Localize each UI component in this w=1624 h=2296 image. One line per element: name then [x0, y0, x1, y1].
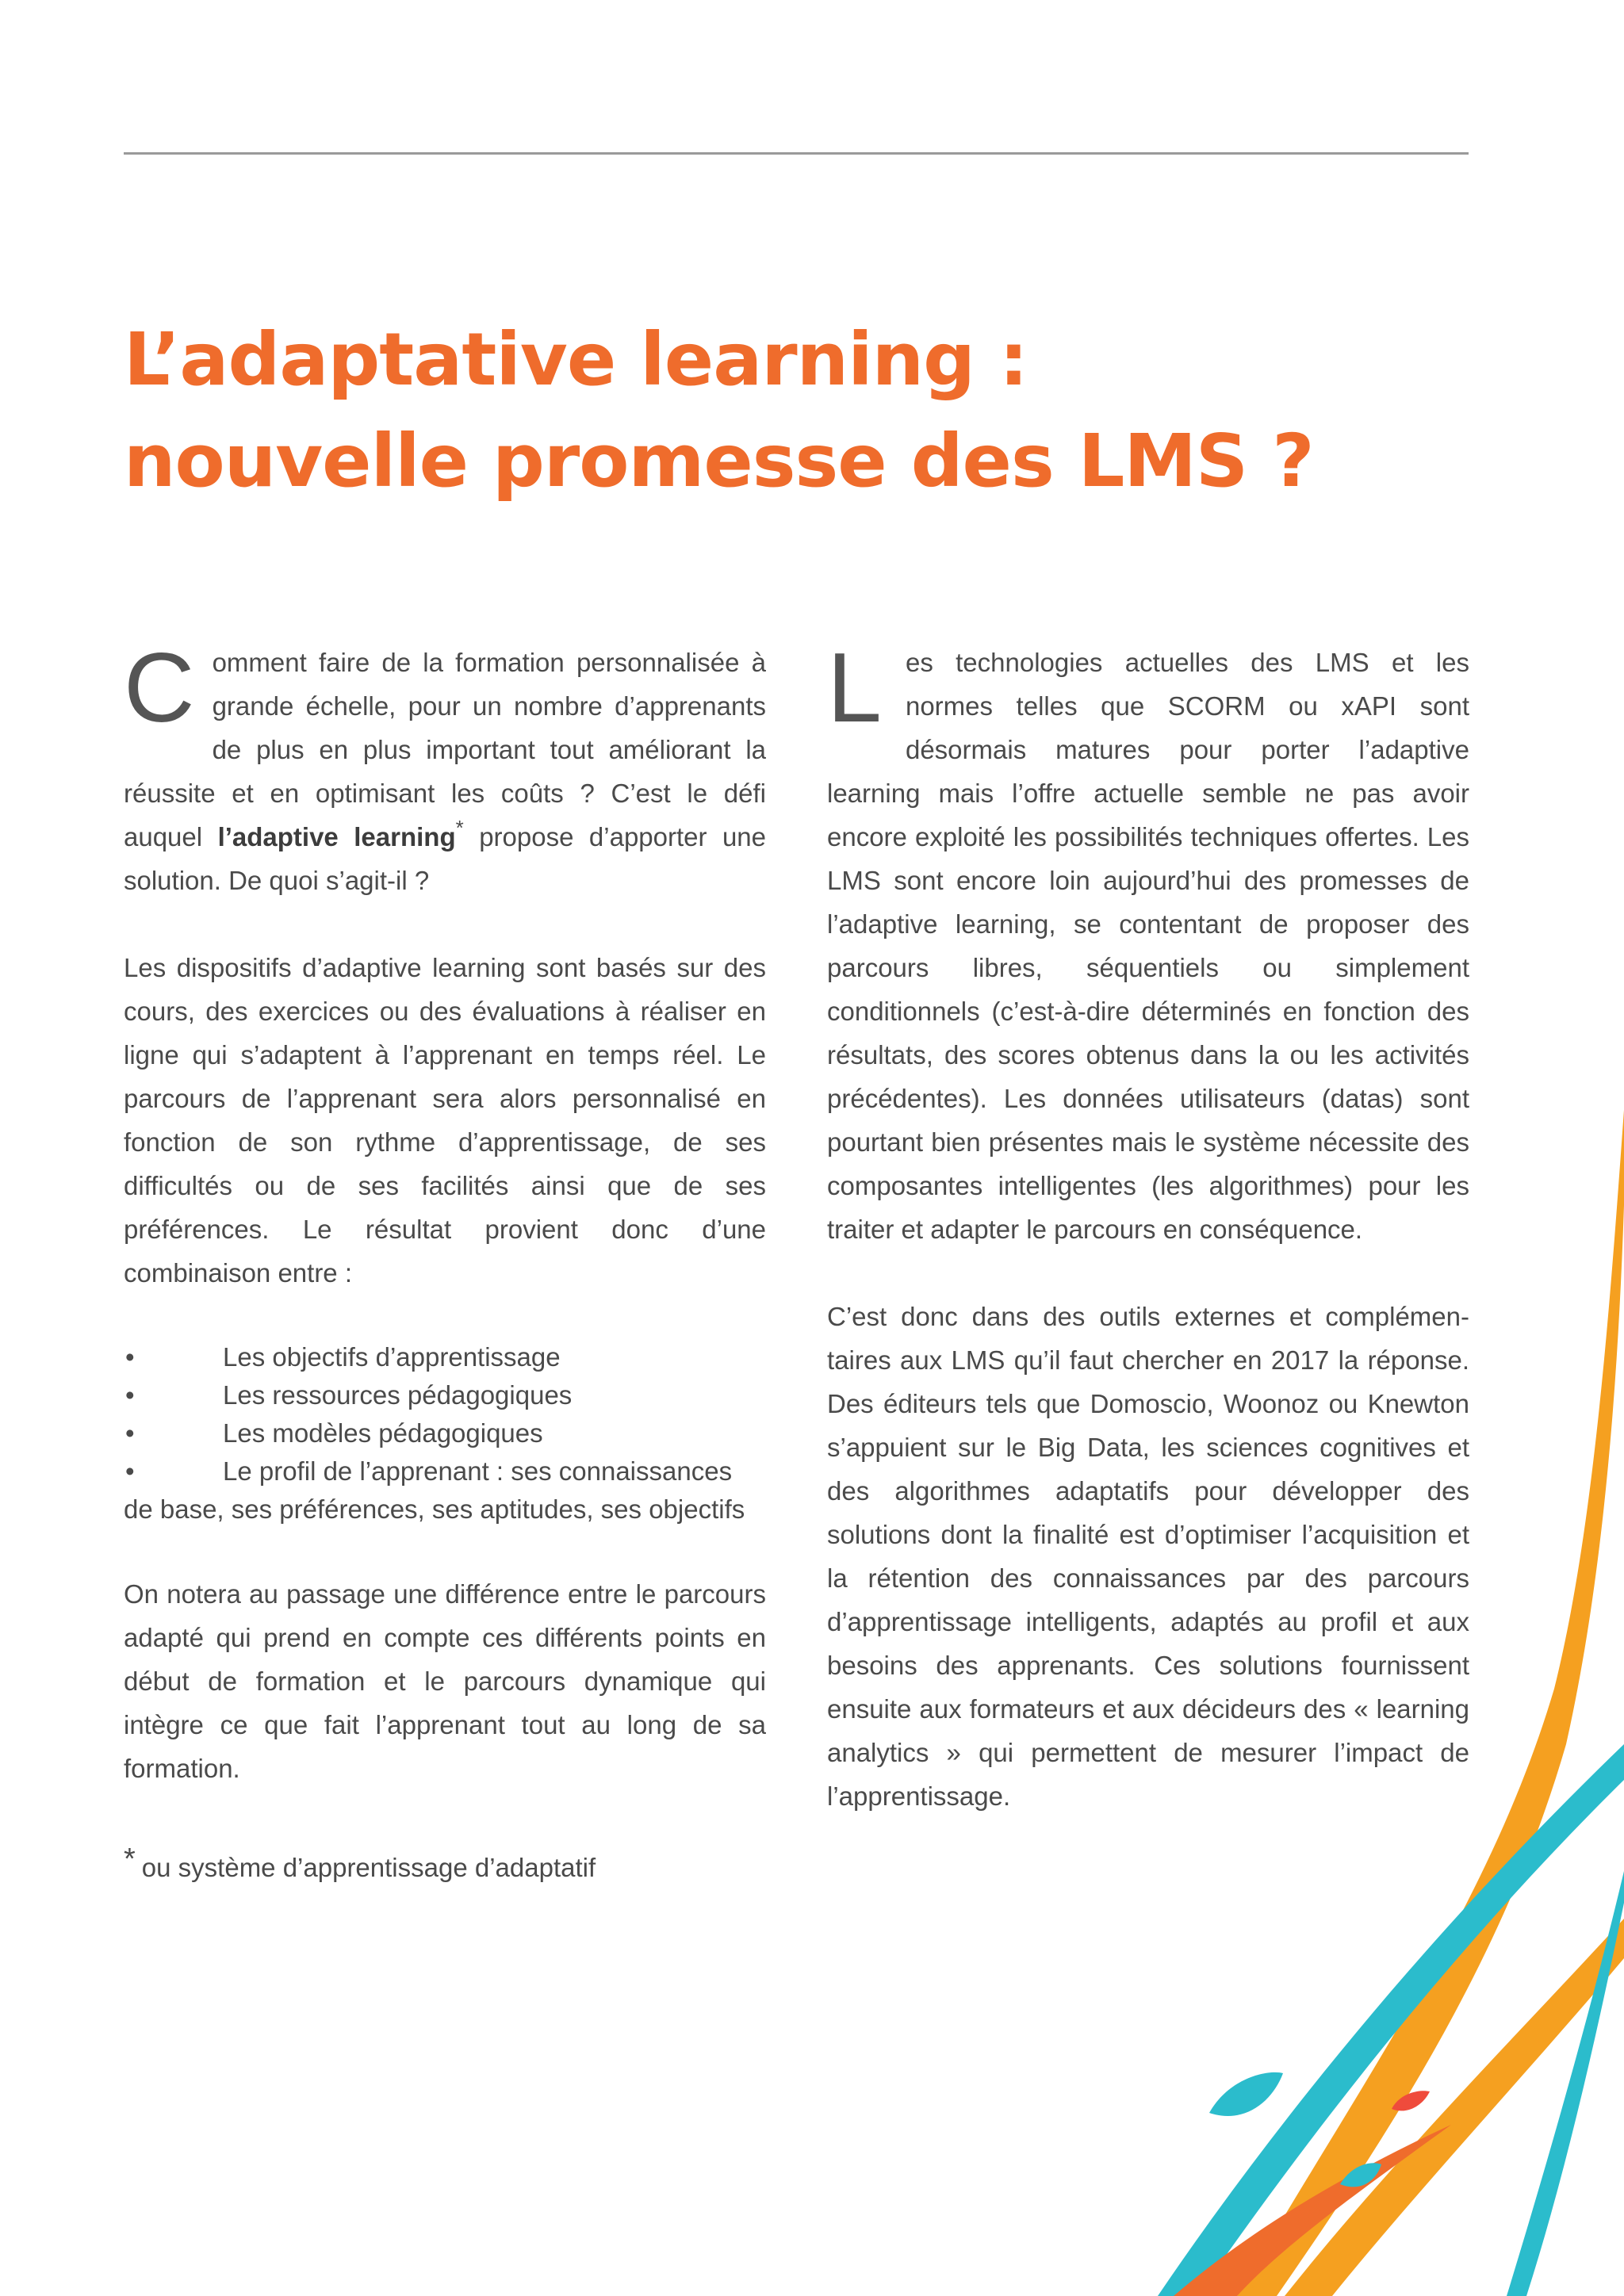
left-paragraph-2: Les dispositifs d’adaptive learning sont basés sur des cours, des exercices ou des évaluations à réaliser en ligne qui s’adaptent à l’apprenant en temps réel. Le parcours de l’apprenant sera alors personnalisé en fonction de son rythme d’apprentissage, de ses difficultés ou de ses facilités ainsi que de ses préférences. Le résultat provient donc d’une combinaison entre :: [124, 953, 766, 1288]
left-paragraph-1-end: propose d’apporter une solution. De quoi s’agit-il ?: [124, 822, 767, 895]
dropcap-c: C: [124, 633, 195, 743]
dropcap-l: L: [827, 633, 882, 743]
title-line-2: nouvelle promesse des LMS ?: [124, 419, 1314, 503]
adaptive-learning-term: l’adaptive learning: [217, 822, 456, 851]
list-item: • Les modèles pédagogiques: [124, 1414, 766, 1452]
teal-ribbon-thin: [1507, 1871, 1624, 2296]
left-paragraph-3: On notera au passage une différence entre le parcours adapté qui prend en compte ces différents points en début de formation et le parcours dynamique qui intègre ce que fait l’apprenant tout au long de sa formation.: [124, 1579, 766, 1783]
footnote-mark: *: [124, 1843, 136, 1876]
list-item: • Le profil de l’apprenant : ses connaissances de base, ses préférences, ses aptitudes, ses objectifs: [124, 1452, 766, 1529]
list-item: • Les ressources pédagogiques: [124, 1376, 766, 1414]
right-paragraph-1-text: es technologies actuelles des LMS et les normes telles que SCORM ou xAPI sont désormais matures pour porter l’adaptive learning mais l’offre actuelle semble ne pas avoir encore exploité les possibilités techniques offertes. Les LMS sont encore loin aujourd’hui des promesses de l’adaptive learning, se contentant de proposer des parcours libres, séquentiels ou simplement conditionnels (c’est-à-dire déterminés en fonction des résultats, des scores obtenus dans la ou les activités précédentes). Les données utilisateurs (datas) sont pourtant bien présentes mais le système nécessite des composantes intelligentes (les algorithmes) pour les traiter et adapter le parcours en conséquence.: [827, 648, 1469, 1244]
teal-leaf-large: [1209, 2072, 1283, 2116]
footnote-text: ou système d’apprentissage d’adaptatif: [141, 1853, 596, 1882]
list-item: • Les objectifs d’apprentissage: [124, 1338, 766, 1376]
footnote-marker: *: [455, 816, 464, 840]
title-line-1: L’adaptative learning :: [124, 317, 1028, 402]
left-paragraph-1-text: omment faire de la formation personnalisée à grande échelle, pour un nombre d’apprenants de plus en plus important tout améliorant la réussite et en optimisant les coûts ? C’est le défi auquel: [124, 648, 766, 851]
right-paragraph-2: C’est donc dans des outils externes et complémentaires aux LMS qu’il faut chercher en 2017 la réponse. Des éditeurs tels que Domoscio, Woonoz ou Knewton s’appuient sur le Big Data, les sciences cognitives et des algorithmes adaptatifs pour développer des solutions dont la finalité est d’optimiser l’acquisition et la rétention des connaissances par des parcours d’apprentissage intelligents, adaptés au profil et aux besoins des apprenants. Ces solutions fournissent ensuite aux formateurs et aux décideurs des « learning analytics » qui permettent de mesurer l’impact de l’apprentissage.: [827, 1302, 1469, 1811]
